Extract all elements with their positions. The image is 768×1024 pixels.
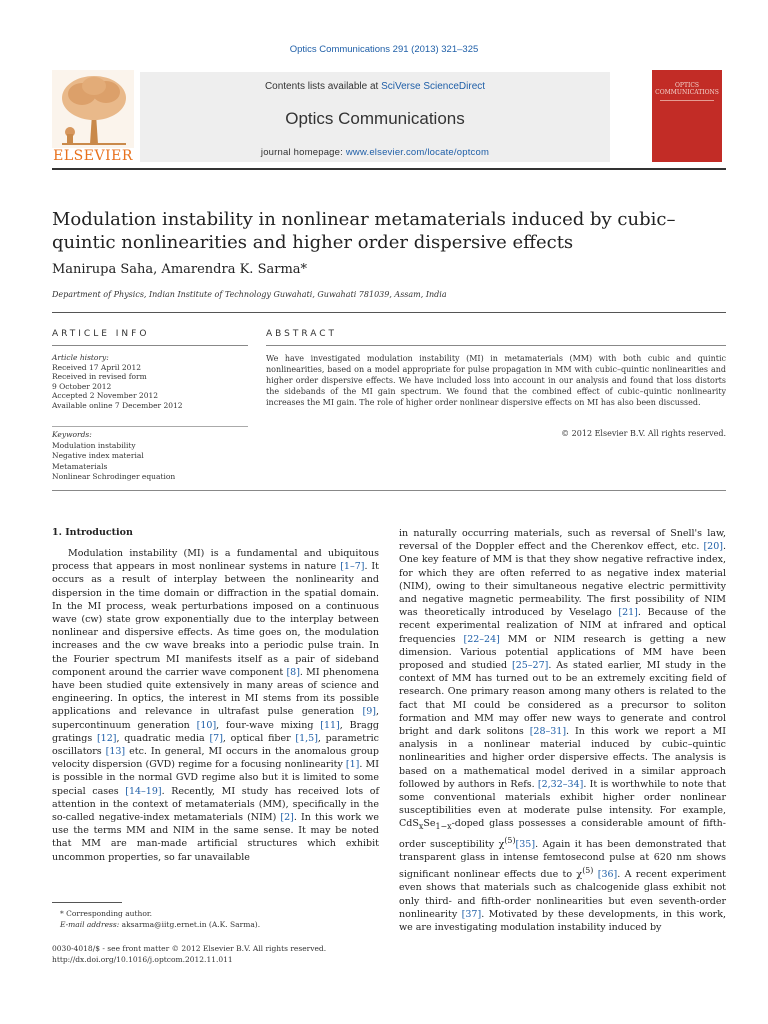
- footnote: [52, 908, 379, 930]
- citation-link[interactable]: [2]: [280, 812, 294, 824]
- journal-homepage-link[interactable]: www.elsevier.com/locate/optcom: [345, 147, 490, 158]
- keywords: [52, 430, 248, 483]
- citation-link[interactable]: [28–31]: [529, 726, 567, 738]
- citation-link[interactable]: [20]: [703, 541, 723, 553]
- journal-name: Optics Communications: [285, 109, 465, 128]
- history-item: 9 October 2012: [52, 381, 112, 391]
- sciencedirect-link[interactable]: SciVerse ScienceDirect: [381, 81, 486, 92]
- journal-citation[interactable]: Optics Communications 291 (2013) 321–325: [289, 44, 479, 55]
- citation-link[interactable]: [12]: [96, 732, 117, 744]
- citation-link[interactable]: [13]: [105, 746, 126, 758]
- keyword-item: Nonlinear Schrodinger equation: [52, 472, 176, 481]
- abstract-bottom-rule: [52, 490, 726, 491]
- issn-line: 0030-4018/$ - see front matter © 2012 Elsevier B.V. All rights reserved.: [52, 944, 327, 953]
- citation-link[interactable]: [37]: [461, 908, 482, 920]
- journal-cover-thumbnail: [652, 70, 722, 162]
- contents-lists-line: Contents lists available at SciVerse ScienceDirect: [264, 81, 486, 92]
- superscript-5: (5): [504, 835, 516, 845]
- citation-link[interactable]: [9]: [362, 706, 376, 718]
- citation-link[interactable]: [22–24]: [463, 633, 500, 645]
- article-info-heading: ARTICLE INFO: [52, 329, 150, 339]
- author-email-link[interactable]: aksarma@iitg.ernet.in (A.K. Sarma).: [121, 920, 261, 929]
- article-title: Modulation instability in nonlinear metamaterials induced by cubic–quintic nonlinearities and higher order dispersive effects: [52, 209, 676, 253]
- history-item: Available online 7 December 2012: [52, 400, 183, 410]
- masthead-rule: [52, 168, 726, 170]
- superscript-5: (5): [582, 866, 594, 876]
- cover-title: OPTICS COMMUNICATIONS: [655, 82, 719, 96]
- article-info-rule: [52, 345, 248, 346]
- email-note: E-mail address: aksarma@iitg.ernet.in (A.K. Sarma).: [60, 920, 261, 929]
- cover-divider: [660, 100, 714, 101]
- abstract-text: We have investigated modulation instability (MI) in metamaterials (MM) with both cubic and quintic nonlinearities, based on a model appropriate for pulse propagation in MM with cubic–quintic nonlinearities and higher order dispersive effects. We have included loss into account in our analysis and found that loss distorts the sidebands of the MI gain spectrum. We found that the combined effect of cubic–quintic nonlinearity increases the MI gain. The role of higher order nonlinear dispersive effects on MI has also been discussed.: [266, 354, 726, 407]
- corresponding-author-note: * Corresponding author.: [60, 909, 153, 918]
- keywords-label: Keywords:: [52, 430, 92, 439]
- corresponding-author-mark[interactable]: *: [300, 262, 308, 277]
- citation-link[interactable]: [11]: [320, 719, 340, 731]
- abstract-copyright: © 2012 Elsevier B.V. All rights reserved.: [561, 429, 726, 438]
- abstract-heading: ABSTRACT: [266, 329, 338, 339]
- citation-link[interactable]: [7]: [209, 732, 223, 744]
- elsevier-logo: [52, 70, 134, 162]
- title-rule: [52, 312, 726, 313]
- subscript-1-minus-x: 1−x: [435, 822, 452, 832]
- citation-link[interactable]: [36]: [597, 869, 618, 881]
- keyword-item: Modulation instability: [52, 440, 136, 450]
- citation-link[interactable]: [21]: [618, 607, 638, 619]
- author-list: Manirupa Saha, Amarendra K. Sarma*: [52, 262, 308, 277]
- abstract-rule: [266, 345, 726, 346]
- doi-link[interactable]: http://dx.doi.org/10.1016/j.optcom.2012.11.011: [52, 954, 233, 964]
- article-history: [52, 353, 248, 410]
- citation-link[interactable]: [10]: [196, 719, 217, 731]
- intro-paragraph: Modulation instability (MI) is a fundamental and ubiquitous process that appears in most nonlinear systems in nature [1–7]. It occurs as a result of interplay between the nonlinearity and dispersion in the time domain or diffraction in the spatial domain. In the MI process, weak perturbations imposed on a continuous wave (cw) state grow exponentially due to the interplay between nonlinear and dispersive effects. As time goes on, the modulation increases and the cw wave breaks into a periodic pulse train. In the Fourier spectrum MI manifests itself as a pair of sideband component around the carrier wave component [8]. MI phenomena have been studied quite extensively in many areas of science and engineering. In optics, the interest in MI stems from its possible applications and relevance in ultrafast pulse generation [9], supercontinuum generation [10], four-wave mixing [11], Bragg gratings [12], quadratic media [7], optical fiber [1,5], parametric oscillators [13] etc. In general, MI occurs in the anomalous group velocity dispersion (GVD) regime for a focusing nonlinearity [1]. MI is possible in the normal GVD regime also but it is limited to some special cases [14–19]. Recently, MI study has received lots of attention in the context of metamaterials (MM), specifically in the so-called negative-index metamaterials (NIM) [2]. In this work we use the terms MM and NIM in the same sense. It may be noted that MM are man-made artificial structures which exhibit uncommon properties, so far unavailable: [52, 548, 379, 863]
- issn-doi-block: [52, 944, 452, 965]
- citation-link[interactable]: [2,32–34]: [537, 778, 584, 790]
- history-item: Received 17 April 2012: [52, 362, 141, 372]
- tree-icon: [52, 70, 134, 148]
- footnote-rule: [52, 902, 122, 903]
- citation-link[interactable]: [1–7]: [340, 561, 365, 573]
- citation-link[interactable]: [8]: [286, 666, 300, 678]
- history-item: Accepted 2 November 2012: [52, 391, 159, 400]
- journal-homepage-line: journal homepage: www.elsevier.com/locate/optcom: [260, 147, 490, 158]
- history-label: Article history:: [52, 353, 109, 362]
- author-affiliation: Department of Physics, Indian Institute of Technology Guwahati, Guwahati 781039, Assam, India: [52, 290, 447, 299]
- section-heading-introduction: 1. Introduction: [52, 527, 133, 538]
- citation-link[interactable]: [1]: [345, 759, 360, 771]
- citation-link[interactable]: [35]: [515, 838, 536, 850]
- keyword-item: Metamaterials: [52, 461, 108, 471]
- citation-link[interactable]: [14–19]: [125, 785, 162, 797]
- history-item: Received in revised form: [52, 372, 147, 381]
- citation-link[interactable]: [1,5]: [295, 732, 318, 744]
- body-column-right: [399, 527, 726, 934]
- citation-link[interactable]: [25–27]: [512, 660, 549, 672]
- subscript-x: x: [418, 822, 424, 832]
- intro-paragraph-continued: in naturally occurring materials, such as reversal of Snell's law, reversal of the Doppler effect and the Cherenkov effect, etc. [20]. One key feature of MM is that they show negative refractive index, for which they are often referred to as negative index material (NIM), owing to their simultaneous negative electric permittivity and negative magnetic permeability. The first possibility of NIM was theoretically introduced by Veselago [21]. Because of the recent experimental realization of NIM at infrared and optical frequencies [22–24] MM or NIM research is getting a new dimension. Various potential applications of MM have been proposed and studied [25–27]. As stated earlier, MI study in the context of MM has turned out to be an extremely exciting field of research. One primary reason among many others is related to the fact that MI could be considered as a precursor to soliton formation and MM may offer new ways to generate and control bright and dark solitons [28–31]. In this work we report a MI analysis in a nonlinear material induced by cubic–quintic nonlinearities and higher order dispersive effects. The analysis is based on a mathematical model derived in a similar approach followed by authors in Refs. [2,32–34]. It is worthwhile to note that some conventional materials exhibit higher order nonlinear susceptibilities even at moderate pulse intensity. For example, $CdS_xSe_{1-x}$-doped glass possesses a considerable amount of fifth-order susceptibility $\chi^{(5)}[35]$. Again it has been demonstrated that transparent glass in intense femtosecond pulse at 620 nm shows significant nonlinear effects due to $\chi^{(5)}$ [36]. A recent experiment even shows that materials such as chalcogenide glass exhibit not only third- and fifth-order nonlinearities but even seventh-order nonlinearity [37]. Motivated by these developments, in this work, we are investigating modulation instability induced by: [399, 528, 727, 934]
- journal-masthead: [52, 70, 726, 162]
- keyword-item: Negative index material: [52, 451, 144, 460]
- body-column-left: [52, 547, 379, 864]
- masthead-banner: [140, 72, 610, 162]
- keywords-rule: [52, 426, 248, 427]
- elsevier-wordmark: ELSEVIER: [53, 148, 133, 164]
